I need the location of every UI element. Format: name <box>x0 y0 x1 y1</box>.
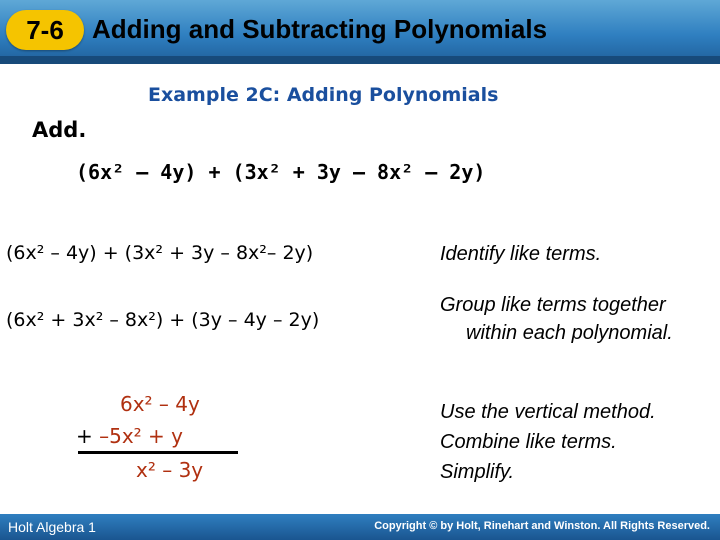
vertical-note-1: Use the vertical method. <box>440 401 656 423</box>
vertical-note-2: Combine like terms. <box>440 431 617 453</box>
instruction-label: Add. <box>32 118 87 142</box>
step1-expression: (6x² – 4y) + (3x² + 3y – 8x²– 2y) <box>6 242 314 264</box>
step2-expression: (6x² + 3x² – 8x²) + (3y – 4y – 2y) <box>6 309 320 331</box>
vertical-note-3: Simplify. <box>440 461 515 483</box>
example-title: Example 2C: Adding Polynomials <box>148 84 499 106</box>
footer-book-title: Holt Algebra 1 <box>8 519 96 535</box>
lesson-title: Adding and Subtracting Polynomials <box>92 14 548 44</box>
lesson-number-badge <box>6 10 84 50</box>
vertical-line2 <box>76 424 183 448</box>
vertical-line1: 6x² – 4y <box>120 392 200 416</box>
vertical-result: x² – 3y <box>136 458 204 482</box>
vertical-sum-line <box>78 451 238 454</box>
problem-expression: (6x² – 4y) + (3x² + 3y – 8x² – 2y) <box>76 160 486 184</box>
vertical-notes <box>440 397 656 487</box>
step2-note-line2: within each polynomial. <box>466 322 673 344</box>
step2-note-line1: Group like terms together <box>440 294 666 316</box>
footer-copyright: Copyright © by Holt, Rinehart and Winston. All Rights Reserved. <box>374 520 710 532</box>
header-band <box>0 56 720 64</box>
vertical-plus-sign: + <box>76 424 93 448</box>
step1-note: Identify like terms. <box>440 243 602 265</box>
lesson-number: 7-6 <box>26 14 64 45</box>
vertical-line2-terms: –5x² + y <box>99 424 184 448</box>
